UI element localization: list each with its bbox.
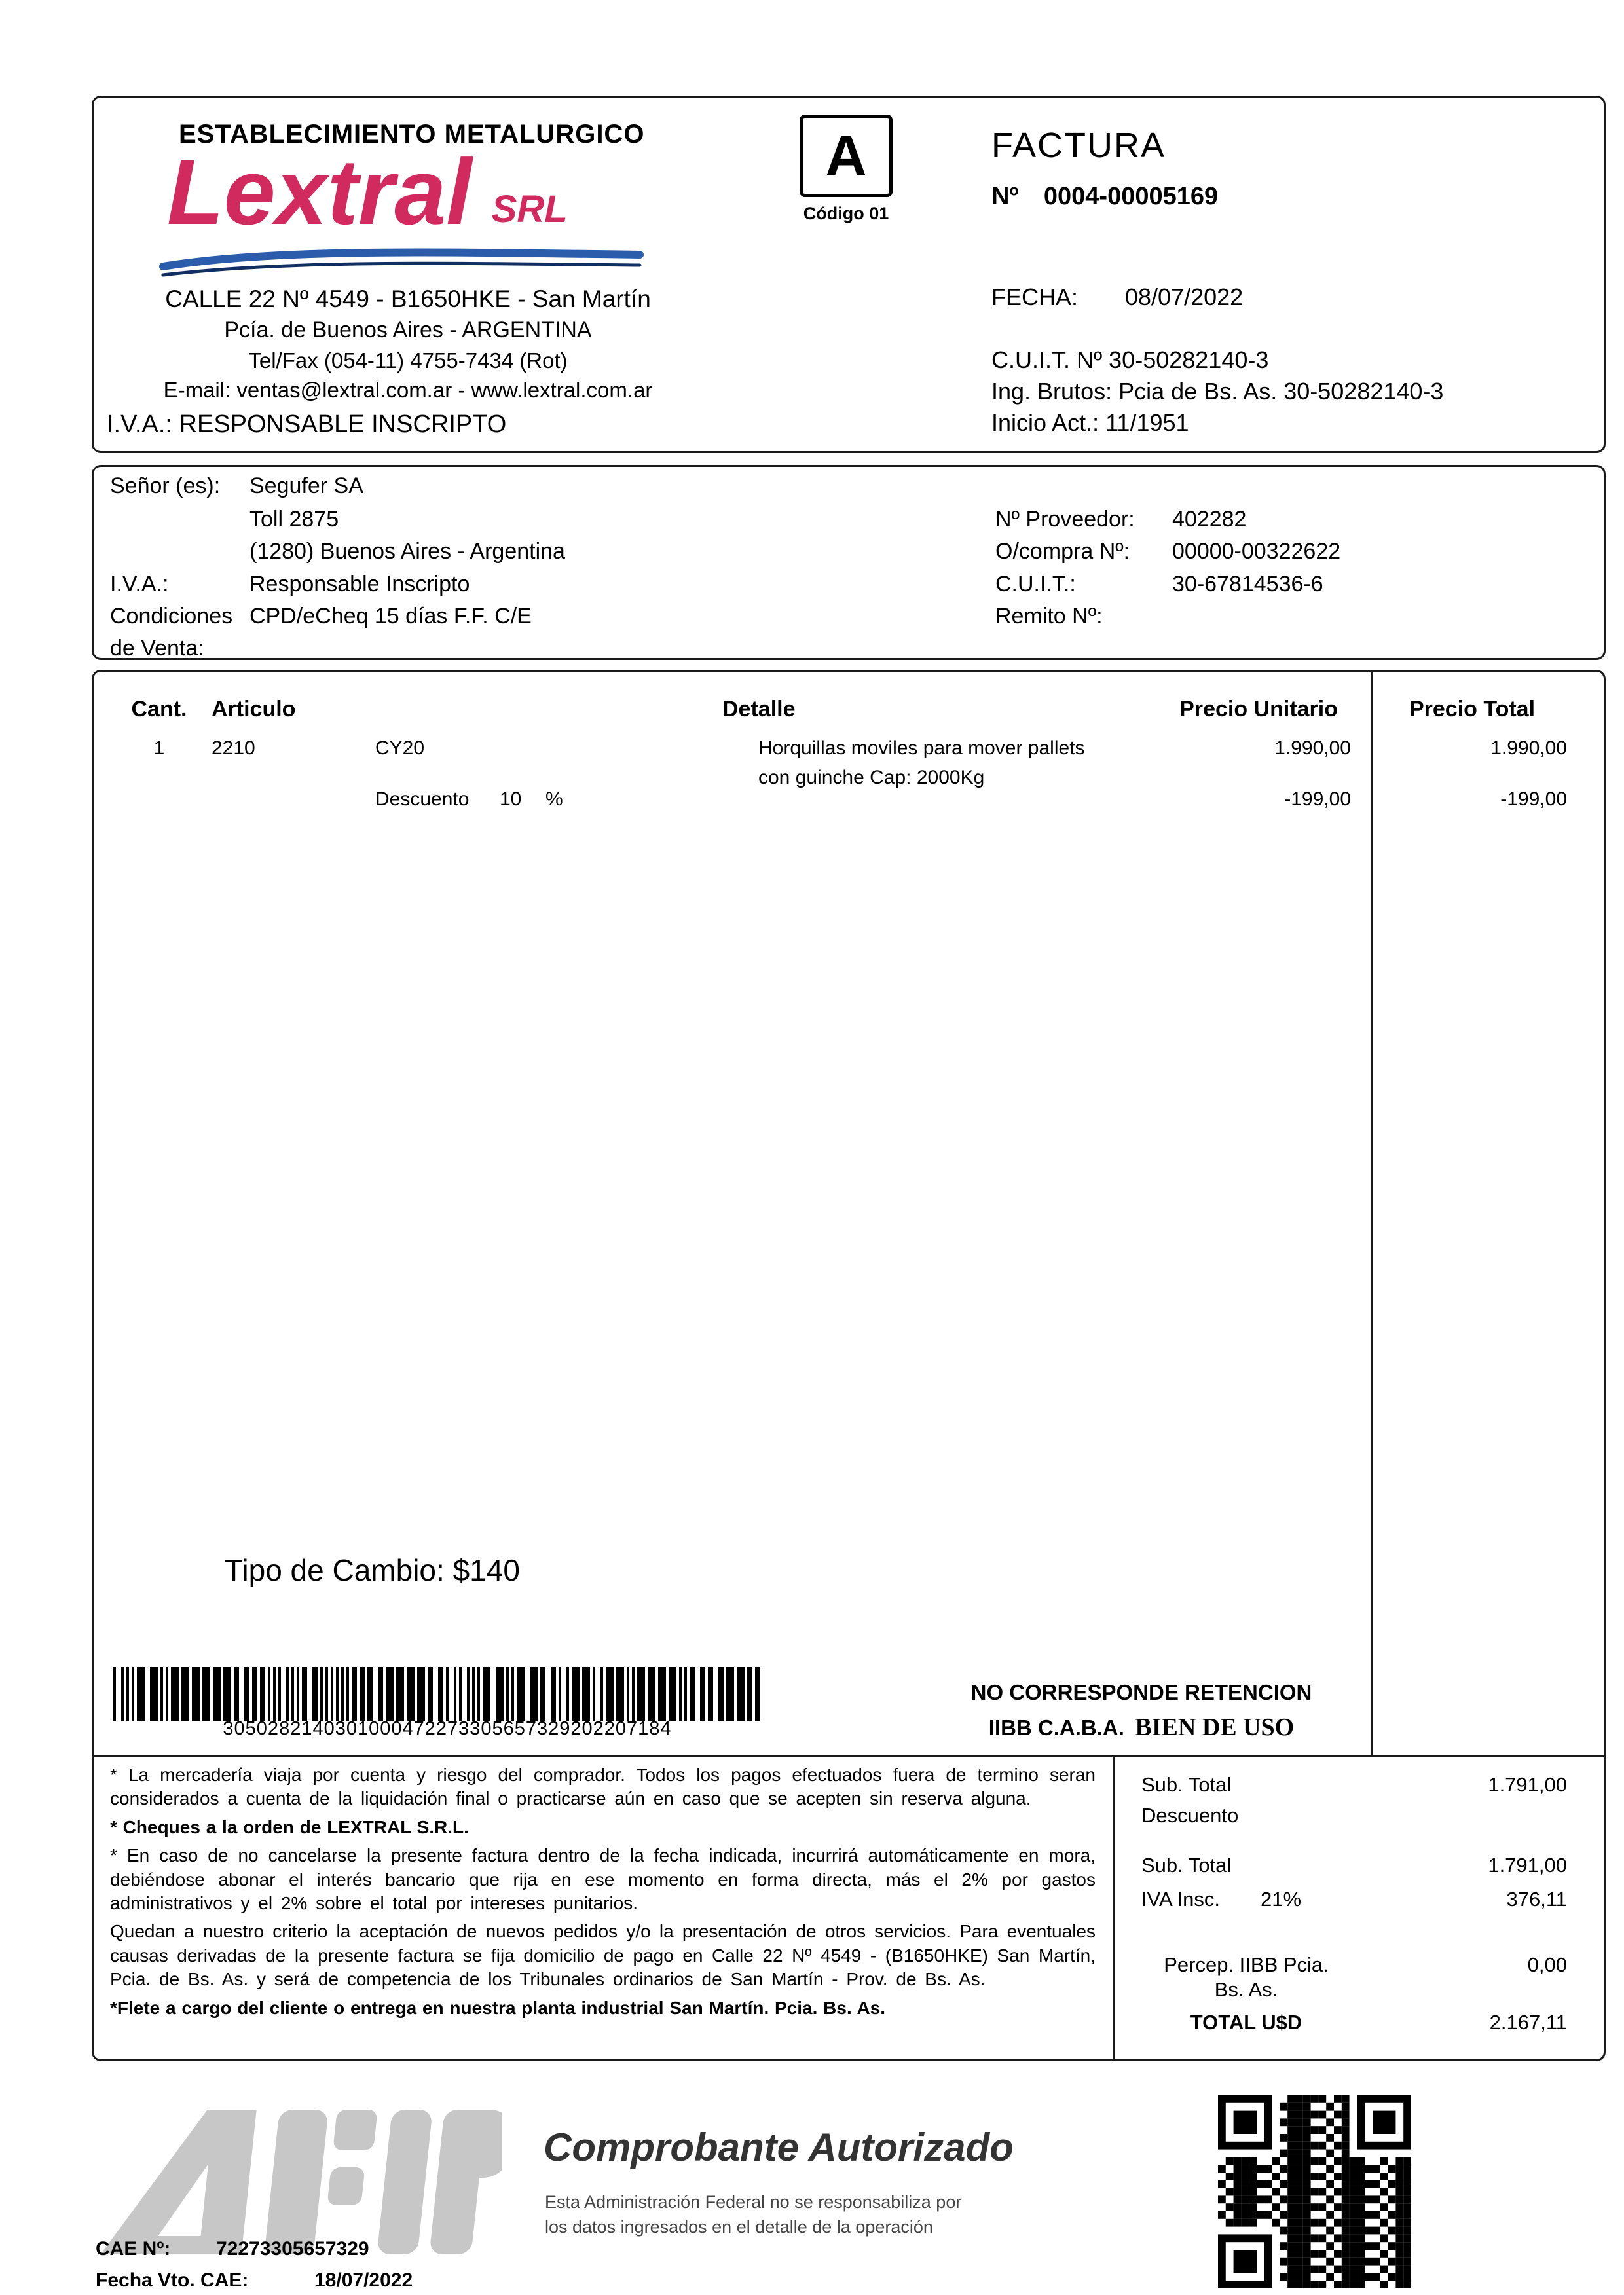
legal-text-block: [110, 1763, 1096, 2025]
company-cuit: C.U.I.T. Nº 30-50282140-3: [991, 346, 1269, 373]
cae-vto-value: 18/07/2022: [314, 2269, 413, 2291]
items-box: [92, 670, 1606, 1757]
logo-text: Lextral: [167, 140, 472, 244]
subtotal1-value: 1.791,00: [1488, 1773, 1567, 1796]
descuento-label: Descuento: [1141, 1804, 1239, 1827]
item-name: CY20: [375, 737, 425, 759]
remito-label: Remito Nº:: [995, 604, 1103, 629]
iibb-prefix: IIBB C.A.B.A.: [988, 1716, 1124, 1740]
customer-address2: (1280) Buenos Aires - Argentina: [249, 539, 565, 564]
col-header-precio-total: Precio Total: [1409, 697, 1536, 722]
customer-cond-value: CPD/eCheq 15 días F.F. C/E: [249, 604, 532, 629]
doc-number: 0004-00005169: [1043, 183, 1219, 210]
address-line4: E-mail: ventas@lextral.com.ar - www.lextral.com.ar: [163, 378, 653, 402]
iva-value: 376,11: [1506, 1888, 1567, 1911]
item-detail-line1: Horquillas moviles para mover pallets: [758, 737, 1085, 759]
iibb-value: BIEN DE USO: [1135, 1714, 1295, 1741]
company-iva-status: I.V.A.: RESPONSABLE INSCRIPTO: [107, 411, 507, 438]
item-code: 2210: [212, 737, 255, 759]
customer-cond-label1: Condiciones: [110, 604, 233, 629]
customer-cuit-value: 30-67814536-6: [1172, 572, 1323, 597]
comprobante-autorizado-title: Comprobante Autorizado: [544, 2125, 1014, 2169]
customer-cond-label2: de Venta:: [110, 636, 204, 661]
qr-code: [1218, 2095, 1411, 2288]
customer-iva-label: I.V.A.:: [110, 572, 169, 597]
legal-para2: * Cheques a la orden de LEXTRAL S.R.L.: [110, 1816, 469, 1837]
percep-value: 0,00: [1527, 1953, 1567, 1976]
cae-label: CAE Nº:: [96, 2238, 171, 2260]
doc-number-row: [991, 183, 1218, 211]
address-line3: Tel/Fax (054-11) 4755-7434 (Rot): [248, 348, 568, 373]
tipo-cambio: Tipo de Cambio: $140: [225, 1553, 520, 1587]
proveedor-value: 402282: [1172, 507, 1247, 532]
subtotal2-value: 1.791,00: [1488, 1854, 1567, 1877]
total-value: 2.167,11: [1489, 2011, 1567, 2034]
iibb-text: [912, 1713, 1371, 1742]
header-box: [92, 96, 1606, 453]
discount-unit-price: -199,00: [1284, 788, 1351, 810]
afip-disclaimer-line1: Esta Administración Federal no se responsabiliza por: [545, 2192, 962, 2212]
invoice-letter-code: Código 01: [803, 204, 889, 223]
legal-para3: * En caso de no cancelarse la presente factura dentro de la fecha indicada, incurrirá automáticamente en mora, debiéndose abonar el interés bancario que rija en ese momento en forma directa, más el 2% por gastos administrativos y el 2% sobre el total por intereses punitarios.: [110, 1845, 1096, 1913]
item-cant: 1: [153, 737, 165, 759]
customer-iva-value: Responsable Inscripto: [249, 572, 470, 597]
address-line1: CALLE 22 Nº 4549 - B1650HKE - San Martín: [165, 285, 651, 312]
percep-label-line2: Bs. As.: [1214, 1978, 1278, 2001]
date-value: 08/07/2022: [1125, 284, 1244, 310]
col-header-articulo: Articulo: [212, 697, 296, 722]
customer-name: Segufer SA: [249, 473, 363, 498]
customer-address1: Toll 2875: [249, 507, 339, 532]
no-retencion-text: NO CORRESPONDE RETENCION: [970, 1680, 1312, 1704]
invoice-letter-box: [800, 115, 893, 197]
customer-cuit-label: C.U.I.T.:: [995, 572, 1076, 597]
barcode-number: 3050282140301000472273305657329202207184: [223, 1718, 672, 1739]
col-header-cant: Cant.: [131, 697, 187, 722]
company-type: ESTABLECIMIENTO METALURGICO: [179, 120, 645, 149]
footer-box: [92, 1757, 1606, 2061]
discount-pct: 10: [500, 788, 522, 810]
ocompra-value: 00000-00322622: [1172, 539, 1341, 564]
company-address-block: [120, 98, 696, 451]
cae-value: 72273305657329: [216, 2238, 369, 2260]
cae-vto-label: Fecha Vto. CAE:: [96, 2269, 249, 2291]
discount-total-price: -199,00: [1500, 788, 1567, 810]
customer-senor-label: Señor (es):: [110, 473, 221, 498]
customer-box: [92, 465, 1606, 660]
col-header-precio-unitario: Precio Unitario: [1179, 697, 1338, 722]
discount-label: Descuento: [375, 788, 470, 810]
totals-divider: [1113, 1757, 1115, 2059]
percep-label-line1: Percep. IIBB Pcia.: [1164, 1953, 1329, 1976]
address-line2: Pcía. de Buenos Aires - ARGENTINA: [224, 318, 592, 342]
company-ing-brutos: Ing. Brutos: Pcia de Bs. As. 30-50282140-3: [991, 378, 1444, 405]
col-header-detalle: Detalle: [722, 697, 796, 722]
proveedor-label: Nº Proveedor:: [995, 507, 1135, 532]
item-detail-line2: con guinche Cap: 2000Kg: [758, 767, 985, 788]
barcode: [113, 1667, 781, 1721]
iva-label: IVA Insc.: [1141, 1888, 1221, 1911]
subtotal1-label: Sub. Total: [1141, 1773, 1232, 1796]
afip-disclaimer-line2: los datos ingresados en el detalle de la operación: [545, 2217, 933, 2237]
invoice-letter: A: [825, 123, 867, 188]
date-label: FECHA:: [991, 284, 1079, 310]
company-inicio-act: Inicio Act.: 11/1951: [991, 409, 1189, 436]
item-total-price: 1.990,00: [1490, 737, 1567, 759]
item-unit-price: 1.990,00: [1274, 737, 1351, 759]
legal-para1: * La mercadería viaja por cuenta y riesgo del comprador. Todos los pagos efectuados fuera de termino seran considerados a cuenta de la liquidación final o practicarse aún en caso que se acepten sin reserva alguna.: [110, 1765, 1096, 1809]
total-label: TOTAL U$D: [1190, 2011, 1302, 2034]
discount-pct-sign: %: [545, 788, 563, 810]
iva-rate: 21%: [1261, 1888, 1302, 1911]
subtotal2-label: Sub. Total: [1141, 1854, 1232, 1877]
doc-number-label: Nº: [991, 183, 1019, 210]
barcode-bars: [113, 1667, 781, 1721]
logo-suffix-text: SRL: [491, 188, 568, 230]
price-total-column-divider: [1371, 672, 1373, 1755]
legal-para5: *Flete a cargo del cliente o entrega en nuestra planta industrial San Martín. Pcia. Bs. As.: [110, 1997, 886, 2018]
legal-para4: Quedan a nuestro criterio la aceptación de nuevos pedidos y/o la presentación de otros servicios. Para eventuales causas derivadas de la presente factura se fija domicilio de pago en Calle 22 Nº 4549 - (B1650HKE) San Martín, Pcia. de Bs. As. y será de competencia de los Tribunales ordinarios de San Martín - Prov. de Bs. As.: [110, 1921, 1096, 1990]
doc-type-title: FACTURA: [991, 126, 1166, 165]
ocompra-label: O/compra Nº:: [995, 539, 1130, 564]
